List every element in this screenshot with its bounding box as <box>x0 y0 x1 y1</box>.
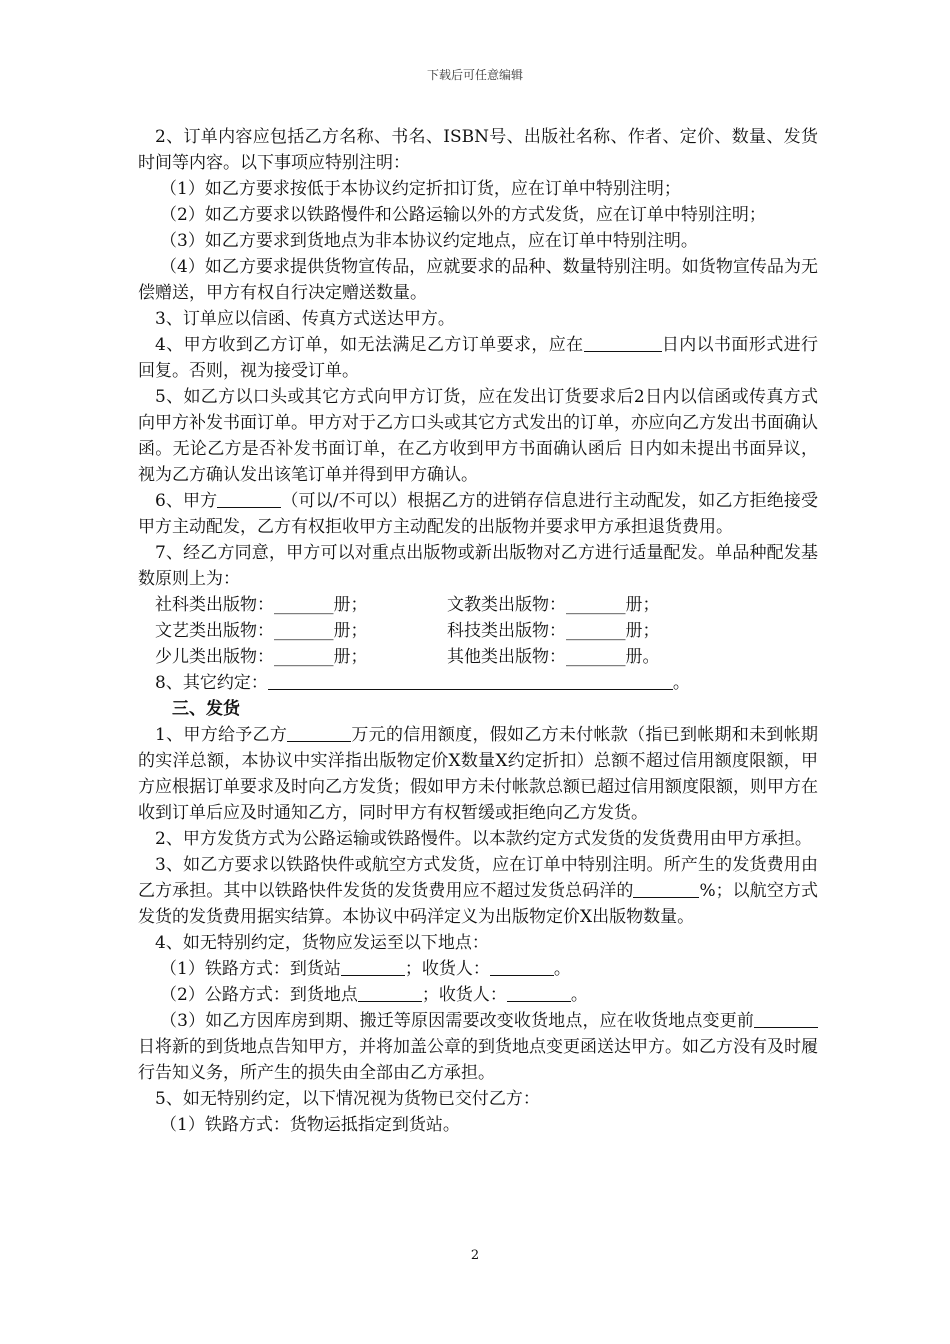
rail-station-label: （1）铁路方式：到货站 <box>160 959 341 979</box>
rail-end: 。 <box>553 959 571 979</box>
paragraph-2-3: （3）如乙方要求到货地点为非本协议约定地点，应在订单中特别注明。 <box>160 231 698 251</box>
shipping-3-text-b: %；以航空方式发货的发货费用据实结算。本协议中码洋定义为出版物定价X出版物数量。 <box>138 881 819 927</box>
shipping-paragraph-3 <box>138 852 818 930</box>
blank-days <box>584 333 662 352</box>
blank-rail-receiver <box>490 957 554 976</box>
shipping-paragraph-4-3 <box>138 1008 818 1086</box>
section-heading-shipping: 三、发货 <box>172 699 240 719</box>
page-header: 下载后可任意编辑 <box>426 68 523 82</box>
paragraph-4-text-a: 4、甲方收到乙方订单，如无法满足乙方订单要求，应在 <box>155 335 584 355</box>
shipping-paragraph-1 <box>138 722 818 826</box>
paragraph-2: 2、订单内容应包括乙方名称、书名、ISBN号、出版社名称、作者、定价、数量、发货时间等内容。以下事项应特别注明： <box>138 127 818 173</box>
blank-road-location <box>358 983 422 1002</box>
paragraph-4-text-b: 日内以书面形式进行回复。否则，视为接受订单。 <box>138 335 818 381</box>
shipping-paragraph-4-1 <box>138 956 818 982</box>
blank-can-or-cannot <box>217 489 281 508</box>
quota-other: 其他类出版物：_______册。 <box>447 647 660 667</box>
shipping-paragraph-5: 5、如无特别约定，以下情况视为货物已交付乙方： <box>155 1089 540 1109</box>
shipping-paragraph-2: 2、甲方发货方式为公路运输或铁路慢件。以本款约定方式发货的发货费用由甲方承担。 <box>155 829 812 849</box>
road-receiver-label: ；收货人： <box>421 985 507 1005</box>
quota-table <box>155 592 818 670</box>
blank-percent-1 <box>633 879 659 898</box>
rail-receiver-label: ；收货人： <box>404 959 490 979</box>
quota-literature-art: 文艺类出版物：_______册； <box>155 621 368 641</box>
paragraph-6-text-b: （可以/不可以）根据乙方的进销存信息进行主动配发，如乙方拒绝接受甲方主动配发，乙方有权拒收甲方主动配发的出版物并要求甲方承担退货费用。 <box>138 491 818 537</box>
shipping-1-text-a: 1、甲方给予乙方 <box>155 725 288 745</box>
blank-change-days <box>754 1009 818 1028</box>
address-change-text-b: 日将新的到货地点告知甲方，并将加盖公章的到货地点变更函送达甲方。如乙方没有及时履行告知义务，所产生的损失由全部由乙方承担。 <box>138 1037 818 1083</box>
shipping-paragraph-4: 4、如无特别约定，货物应发运至以下地点： <box>155 933 489 953</box>
quota-science-tech: 科技类出版物：_______册； <box>447 621 660 641</box>
paragraph-2-4: （4）如乙方要求提供货物宣传品，应就要求的品种、数量特别注明。如货物宣传品为无偿赠送，甲方有权自行决定赠送数量。 <box>138 257 818 303</box>
road-location-label: （2）公路方式：到货地点 <box>160 985 358 1005</box>
address-change-text-a: （3）如乙方因库房到期、搬迁等原因需要改变收货地点，应在收货地点变更前 <box>160 1011 754 1031</box>
blank-percent-2 <box>659 879 699 898</box>
shipping-1-text-b: 万元的信用额度，假如乙方未付帐款（指已到帐期和未到帐期的实洋总额，本协议中实洋指出版物定价X数量X约定折扣）总额不超过信用额度限额，甲方应根据订单要求及时向乙方发货；假如甲方未付帐款总额已超过信用额度限额，则甲方在收到订单后应及时通知乙方，同时甲方有权暂缓或拒绝向乙方发货。 <box>138 725 818 823</box>
shipping-3-text-a: 3、如乙方要求以铁路快件或航空方式发货，应在订单中特别注明。所产生的发货费用由乙方承担。其中以铁路快件发货的发货费用应不超过发货总码洋的 <box>138 855 818 901</box>
blank-credit-amount <box>287 723 351 742</box>
paragraph-8-text: 8、其它约定： <box>155 673 268 693</box>
blank-other-agreement <box>268 671 673 690</box>
shipping-paragraph-4-2 <box>138 982 818 1008</box>
road-end: 。 <box>570 985 588 1005</box>
quota-children: 少儿类出版物：_______册； <box>155 647 368 667</box>
paragraph-7: 7、经乙方同意，甲方可以对重点出版物或新出版物对乙方进行适量配发。单品种配发基数原则上为： <box>138 543 818 589</box>
quota-education: 文教类出版物：_______册； <box>447 595 660 615</box>
paragraph-2-2: （2）如乙方要求以铁路慢件和公路运输以外的方式发货，应在订单中特别注明； <box>160 205 766 225</box>
paragraph-8-end: 。 <box>672 673 690 693</box>
paragraph-6 <box>138 488 818 540</box>
paragraph-2-1: （1）如乙方要求按低于本协议约定折扣订货，应在订单中特别注明； <box>160 179 681 199</box>
paragraph-5: 5、如乙方以口头或其它方式向甲方订货，应在发出订货要求后2日内以信函或传真方式向甲方补发书面订单。甲方对于乙方口头或其它方式发出的订单，亦应向乙方发出书面确认函。无论乙方是否补发书面订单，在乙方收到甲方书面确认函后 日内如未提出书面异议，视为乙方确认发出该笔订单并得到甲方确认。 <box>138 387 818 485</box>
quota-social-science: 社科类出版物：_______册； <box>155 595 368 615</box>
blank-road-receiver <box>507 983 571 1002</box>
paragraph-4 <box>138 332 818 384</box>
page-number: 2 <box>470 1248 480 1263</box>
paragraph-8 <box>138 670 818 696</box>
document-body <box>138 124 818 1138</box>
paragraph-3: 3、订单应以信函、传真方式送达甲方。 <box>155 309 455 329</box>
shipping-paragraph-5-1: （1）铁路方式：货物运抵指定到货站。 <box>160 1115 460 1135</box>
paragraph-6-text-a: 6、甲方 <box>155 491 218 511</box>
blank-rail-station <box>341 957 405 976</box>
